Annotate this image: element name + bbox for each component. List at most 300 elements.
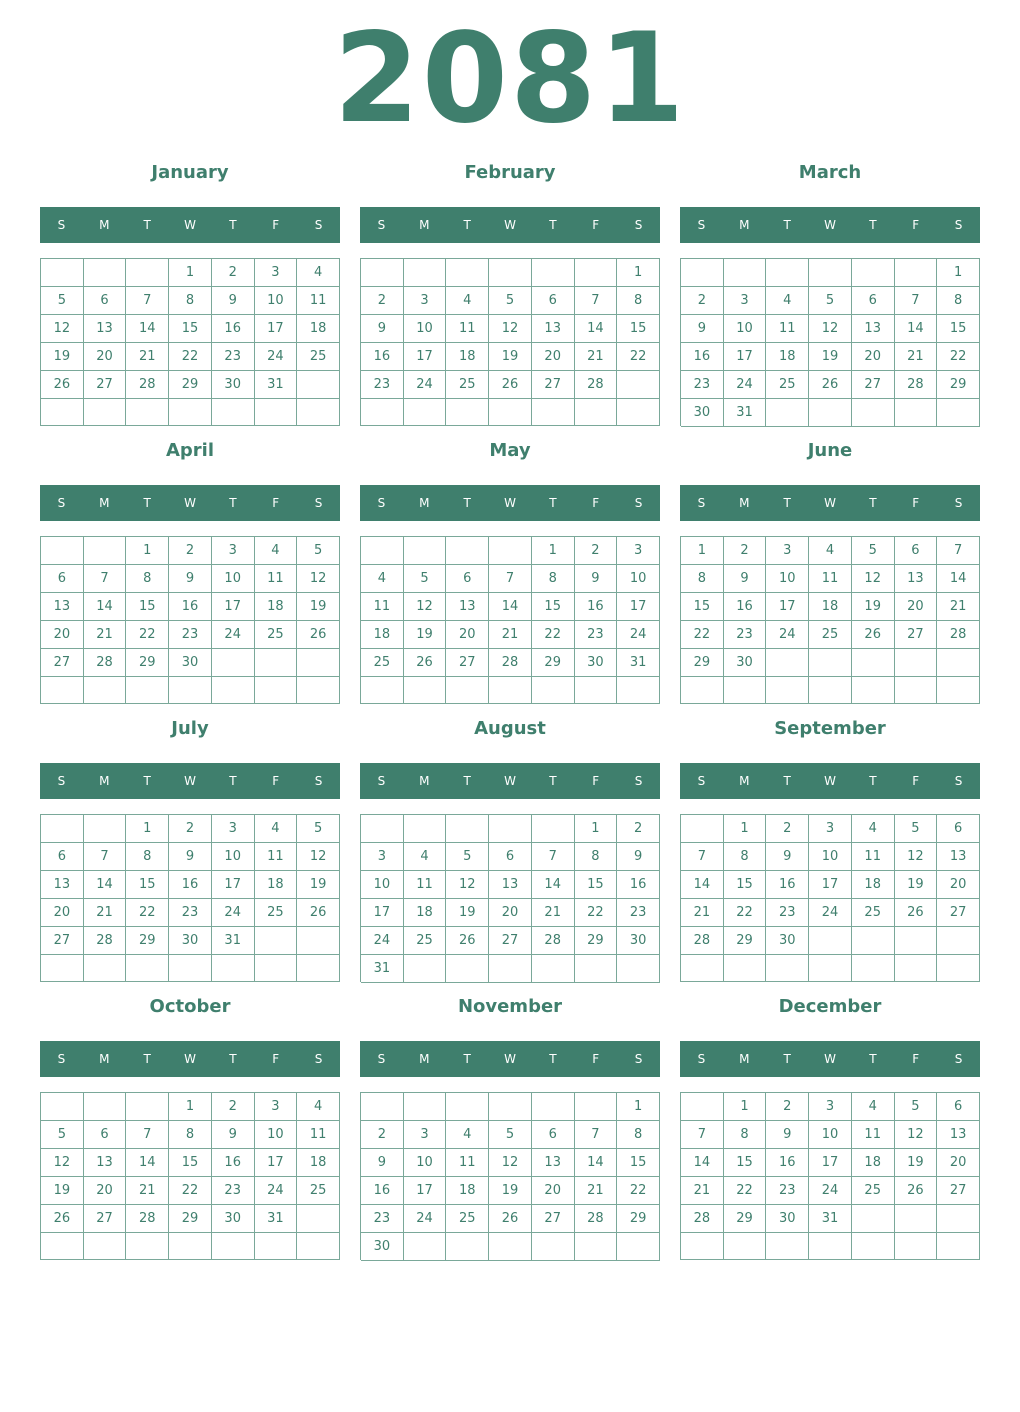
weekday-label: T bbox=[229, 774, 237, 788]
day-cell: 3 bbox=[724, 287, 767, 315]
weekday-label: M bbox=[739, 218, 750, 232]
empty-cell bbox=[852, 955, 895, 982]
day-cell: 3 bbox=[766, 537, 809, 565]
day-cell: 18 bbox=[361, 621, 404, 649]
empty-cell bbox=[766, 399, 809, 427]
empty-cell bbox=[126, 677, 169, 704]
day-cell: 4 bbox=[255, 815, 298, 843]
empty-cell bbox=[681, 815, 724, 843]
day-cell: 21 bbox=[937, 593, 980, 621]
empty-cell bbox=[617, 399, 660, 426]
empty-cell bbox=[895, 1233, 938, 1260]
weekday-label: T bbox=[143, 496, 151, 510]
empty-cell bbox=[809, 399, 852, 427]
day-cell: 5 bbox=[489, 1121, 532, 1149]
empty-cell bbox=[126, 1233, 169, 1260]
empty-cell bbox=[766, 259, 809, 287]
day-cell: 8 bbox=[575, 843, 618, 871]
empty-cell bbox=[41, 815, 84, 843]
empty-cell bbox=[895, 677, 938, 704]
day-cell: 6 bbox=[446, 565, 489, 593]
day-cell: 27 bbox=[84, 371, 127, 399]
empty-cell bbox=[766, 677, 809, 704]
day-cell: 30 bbox=[724, 649, 767, 677]
weekday-header bbox=[680, 207, 980, 243]
day-cell: 23 bbox=[212, 343, 255, 371]
day-cell: 12 bbox=[895, 1121, 938, 1149]
weekday-label: M bbox=[739, 774, 750, 788]
day-cell: 28 bbox=[575, 1205, 618, 1233]
day-cell: 30 bbox=[766, 927, 809, 955]
day-cell: 1 bbox=[169, 1093, 212, 1121]
day-cell: 28 bbox=[575, 371, 618, 399]
weekday-header bbox=[360, 1041, 660, 1077]
day-cell: 13 bbox=[532, 315, 575, 343]
day-cell: 6 bbox=[852, 287, 895, 315]
weekday-label: F bbox=[272, 1052, 280, 1066]
empty-cell bbox=[84, 259, 127, 287]
weekday-label: W bbox=[184, 218, 196, 232]
day-cell: 29 bbox=[937, 371, 980, 399]
weekday-label: S bbox=[954, 774, 963, 788]
empty-cell bbox=[212, 677, 255, 704]
day-cell: 13 bbox=[446, 593, 489, 621]
day-cell: 20 bbox=[84, 343, 127, 371]
day-cell: 11 bbox=[297, 287, 340, 315]
day-cell: 17 bbox=[255, 315, 298, 343]
empty-cell bbox=[895, 1205, 938, 1233]
weekday-label: M bbox=[419, 496, 430, 510]
day-cell: 1 bbox=[575, 815, 618, 843]
weekday-label: S bbox=[314, 1052, 323, 1066]
empty-cell bbox=[446, 1093, 489, 1121]
day-cell: 6 bbox=[532, 287, 575, 315]
day-cell: 25 bbox=[255, 899, 298, 927]
day-cell: 6 bbox=[937, 1093, 980, 1121]
day-cell: 20 bbox=[937, 871, 980, 899]
day-cell: 12 bbox=[489, 315, 532, 343]
day-cell: 1 bbox=[617, 259, 660, 287]
empty-cell bbox=[575, 399, 618, 426]
day-cell: 16 bbox=[617, 871, 660, 899]
weekday-label: F bbox=[912, 774, 920, 788]
day-cell: 3 bbox=[617, 537, 660, 565]
day-cell: 26 bbox=[852, 621, 895, 649]
day-cell: 1 bbox=[532, 537, 575, 565]
day-cell: 19 bbox=[852, 593, 895, 621]
day-cell: 3 bbox=[212, 815, 255, 843]
empty-cell bbox=[361, 399, 404, 426]
day-cell: 18 bbox=[446, 1177, 489, 1205]
day-cell: 12 bbox=[489, 1149, 532, 1177]
empty-cell bbox=[169, 955, 212, 982]
day-cell: 14 bbox=[575, 315, 618, 343]
weekday-label: F bbox=[592, 218, 600, 232]
day-cell: 30 bbox=[212, 371, 255, 399]
day-cell: 16 bbox=[169, 593, 212, 621]
day-cell: 23 bbox=[361, 371, 404, 399]
day-grid bbox=[40, 258, 340, 426]
empty-cell bbox=[617, 677, 660, 704]
empty-cell bbox=[41, 1233, 84, 1260]
day-cell: 29 bbox=[169, 371, 212, 399]
day-cell: 23 bbox=[766, 1177, 809, 1205]
day-cell: 6 bbox=[84, 287, 127, 315]
day-cell: 15 bbox=[724, 1149, 767, 1177]
day-cell: 25 bbox=[404, 927, 447, 955]
weekday-label: W bbox=[504, 496, 516, 510]
empty-cell bbox=[724, 259, 767, 287]
day-cell: 5 bbox=[489, 287, 532, 315]
day-cell: 3 bbox=[361, 843, 404, 871]
day-cell: 28 bbox=[489, 649, 532, 677]
empty-cell bbox=[852, 649, 895, 677]
day-cell: 27 bbox=[937, 899, 980, 927]
month-name: April bbox=[165, 440, 215, 461]
empty-cell bbox=[532, 955, 575, 983]
day-cell: 2 bbox=[361, 287, 404, 315]
empty-cell bbox=[361, 259, 404, 287]
day-cell: 10 bbox=[724, 315, 767, 343]
day-cell: 28 bbox=[126, 371, 169, 399]
day-cell: 9 bbox=[169, 843, 212, 871]
day-cell: 8 bbox=[617, 1121, 660, 1149]
empty-cell bbox=[575, 955, 618, 983]
month-name: July bbox=[171, 718, 209, 739]
empty-cell bbox=[404, 537, 447, 565]
weekday-label: S bbox=[377, 496, 386, 510]
empty-cell bbox=[212, 955, 255, 982]
day-cell: 9 bbox=[766, 843, 809, 871]
day-cell: 21 bbox=[895, 343, 938, 371]
weekday-label: M bbox=[419, 774, 430, 788]
month-name: February bbox=[464, 162, 556, 183]
weekday-header bbox=[40, 207, 340, 243]
day-cell: 6 bbox=[532, 1121, 575, 1149]
day-cell: 13 bbox=[41, 593, 84, 621]
day-cell: 12 bbox=[41, 1149, 84, 1177]
day-cell: 8 bbox=[169, 287, 212, 315]
day-cell: 22 bbox=[575, 899, 618, 927]
day-cell: 21 bbox=[681, 899, 724, 927]
weekday-label: M bbox=[99, 496, 110, 510]
day-cell: 17 bbox=[617, 593, 660, 621]
empty-cell bbox=[255, 649, 298, 677]
day-cell: 14 bbox=[937, 565, 980, 593]
day-cell: 4 bbox=[361, 565, 404, 593]
weekday-header bbox=[360, 485, 660, 521]
day-cell: 4 bbox=[446, 287, 489, 315]
day-cell: 12 bbox=[895, 843, 938, 871]
day-cell: 22 bbox=[617, 343, 660, 371]
weekday-label: M bbox=[99, 1052, 110, 1066]
day-cell: 17 bbox=[212, 871, 255, 899]
day-cell: 5 bbox=[895, 1093, 938, 1121]
weekday-label: W bbox=[824, 218, 836, 232]
weekday-label: T bbox=[143, 1052, 151, 1066]
empty-cell bbox=[41, 1093, 84, 1121]
weekday-label: F bbox=[272, 218, 280, 232]
weekday-label: T bbox=[463, 218, 471, 232]
empty-cell bbox=[404, 815, 447, 843]
day-cell: 3 bbox=[255, 1093, 298, 1121]
empty-cell bbox=[852, 927, 895, 955]
empty-cell bbox=[532, 1093, 575, 1121]
empty-cell bbox=[895, 649, 938, 677]
weekday-label: T bbox=[549, 218, 557, 232]
empty-cell bbox=[404, 399, 447, 426]
day-cell: 2 bbox=[575, 537, 618, 565]
empty-cell bbox=[169, 677, 212, 704]
day-cell: 10 bbox=[255, 1121, 298, 1149]
empty-cell bbox=[297, 371, 340, 399]
day-cell: 1 bbox=[724, 1093, 767, 1121]
day-cell: 14 bbox=[681, 871, 724, 899]
empty-cell bbox=[446, 1233, 489, 1261]
empty-cell bbox=[809, 677, 852, 704]
day-cell: 11 bbox=[404, 871, 447, 899]
empty-cell bbox=[297, 1233, 340, 1260]
day-cell: 25 bbox=[255, 621, 298, 649]
day-cell: 7 bbox=[895, 287, 938, 315]
day-cell: 10 bbox=[404, 315, 447, 343]
day-cell: 13 bbox=[84, 315, 127, 343]
day-grid bbox=[680, 814, 980, 982]
day-cell: 2 bbox=[212, 1093, 255, 1121]
day-cell: 13 bbox=[895, 565, 938, 593]
day-cell: 7 bbox=[937, 537, 980, 565]
day-cell: 12 bbox=[809, 315, 852, 343]
empty-cell bbox=[446, 815, 489, 843]
empty-cell bbox=[937, 399, 980, 427]
day-cell: 30 bbox=[169, 927, 212, 955]
day-cell: 14 bbox=[575, 1149, 618, 1177]
day-cell: 3 bbox=[255, 259, 298, 287]
weekday-label: F bbox=[272, 774, 280, 788]
weekday-label: S bbox=[954, 218, 963, 232]
weekday-label: S bbox=[697, 496, 706, 510]
day-cell: 15 bbox=[937, 315, 980, 343]
day-cell: 11 bbox=[852, 1121, 895, 1149]
empty-cell bbox=[489, 1093, 532, 1121]
day-cell: 31 bbox=[809, 1205, 852, 1233]
day-cell: 27 bbox=[41, 649, 84, 677]
day-cell: 21 bbox=[489, 621, 532, 649]
day-cell: 27 bbox=[489, 927, 532, 955]
day-cell: 5 bbox=[852, 537, 895, 565]
empty-cell bbox=[895, 399, 938, 427]
day-cell: 20 bbox=[489, 899, 532, 927]
day-cell: 4 bbox=[852, 1093, 895, 1121]
empty-cell bbox=[575, 1233, 618, 1261]
day-cell: 9 bbox=[617, 843, 660, 871]
day-cell: 2 bbox=[681, 287, 724, 315]
weekday-label: T bbox=[869, 218, 877, 232]
month-name: August bbox=[474, 718, 546, 739]
empty-cell bbox=[126, 1093, 169, 1121]
day-grid bbox=[680, 536, 980, 704]
day-cell: 26 bbox=[489, 1205, 532, 1233]
day-cell: 8 bbox=[532, 565, 575, 593]
empty-cell bbox=[255, 399, 298, 426]
weekday-label: S bbox=[314, 496, 323, 510]
weekday-label: W bbox=[504, 218, 516, 232]
day-cell: 24 bbox=[212, 621, 255, 649]
empty-cell bbox=[809, 649, 852, 677]
empty-cell bbox=[937, 649, 980, 677]
day-cell: 5 bbox=[895, 815, 938, 843]
empty-cell bbox=[489, 399, 532, 426]
day-cell: 26 bbox=[895, 1177, 938, 1205]
day-cell: 10 bbox=[212, 565, 255, 593]
day-cell: 26 bbox=[404, 649, 447, 677]
empty-cell bbox=[937, 1205, 980, 1233]
day-cell: 1 bbox=[617, 1093, 660, 1121]
day-cell: 7 bbox=[681, 1121, 724, 1149]
day-cell: 22 bbox=[617, 1177, 660, 1205]
day-cell: 11 bbox=[255, 843, 298, 871]
day-cell: 20 bbox=[532, 1177, 575, 1205]
day-cell: 8 bbox=[126, 843, 169, 871]
day-cell: 18 bbox=[255, 593, 298, 621]
empty-cell bbox=[297, 649, 340, 677]
day-cell: 10 bbox=[255, 287, 298, 315]
day-cell: 4 bbox=[297, 259, 340, 287]
weekday-label: T bbox=[143, 774, 151, 788]
month-name: May bbox=[489, 440, 531, 461]
weekday-label: M bbox=[419, 1052, 430, 1066]
day-cell: 8 bbox=[724, 843, 767, 871]
day-cell: 23 bbox=[724, 621, 767, 649]
day-cell: 13 bbox=[852, 315, 895, 343]
weekday-label: F bbox=[912, 1052, 920, 1066]
day-cell: 24 bbox=[404, 371, 447, 399]
day-cell: 15 bbox=[617, 315, 660, 343]
day-cell: 12 bbox=[297, 843, 340, 871]
day-cell: 23 bbox=[361, 1205, 404, 1233]
empty-cell bbox=[84, 1093, 127, 1121]
day-cell: 1 bbox=[169, 259, 212, 287]
day-grid bbox=[680, 1092, 980, 1260]
empty-cell bbox=[895, 955, 938, 982]
empty-cell bbox=[532, 677, 575, 704]
day-cell: 26 bbox=[297, 899, 340, 927]
day-cell: 23 bbox=[169, 899, 212, 927]
weekday-label: T bbox=[463, 774, 471, 788]
day-cell: 26 bbox=[446, 927, 489, 955]
weekday-header bbox=[680, 763, 980, 799]
day-cell: 14 bbox=[895, 315, 938, 343]
weekday-label: T bbox=[549, 496, 557, 510]
day-cell: 5 bbox=[297, 537, 340, 565]
day-cell: 15 bbox=[169, 315, 212, 343]
empty-cell bbox=[255, 927, 298, 955]
day-cell: 29 bbox=[575, 927, 618, 955]
day-cell: 27 bbox=[84, 1205, 127, 1233]
day-cell: 9 bbox=[169, 565, 212, 593]
day-cell: 17 bbox=[255, 1149, 298, 1177]
empty-cell bbox=[361, 815, 404, 843]
day-cell: 25 bbox=[852, 1177, 895, 1205]
weekday-label: S bbox=[377, 1052, 386, 1066]
empty-cell bbox=[766, 1233, 809, 1260]
day-cell: 10 bbox=[809, 843, 852, 871]
day-cell: 12 bbox=[297, 565, 340, 593]
day-cell: 18 bbox=[404, 899, 447, 927]
day-cell: 7 bbox=[681, 843, 724, 871]
weekday-label: S bbox=[57, 496, 66, 510]
day-cell: 3 bbox=[404, 1121, 447, 1149]
weekday-label: S bbox=[697, 774, 706, 788]
day-cell: 14 bbox=[681, 1149, 724, 1177]
empty-cell bbox=[489, 955, 532, 983]
weekday-label: T bbox=[549, 1052, 557, 1066]
empty-cell bbox=[895, 927, 938, 955]
empty-cell bbox=[41, 259, 84, 287]
day-cell: 15 bbox=[575, 871, 618, 899]
empty-cell bbox=[84, 1233, 127, 1260]
day-cell: 15 bbox=[532, 593, 575, 621]
day-cell: 16 bbox=[212, 1149, 255, 1177]
month-name: September bbox=[774, 718, 886, 739]
empty-cell bbox=[809, 927, 852, 955]
empty-cell bbox=[404, 1233, 447, 1261]
weekday-label: W bbox=[824, 496, 836, 510]
day-cell: 25 bbox=[361, 649, 404, 677]
day-cell: 30 bbox=[681, 399, 724, 427]
empty-cell bbox=[404, 677, 447, 704]
weekday-label: M bbox=[739, 1052, 750, 1066]
empty-cell bbox=[852, 399, 895, 427]
day-cell: 18 bbox=[852, 871, 895, 899]
empty-cell bbox=[84, 955, 127, 982]
day-cell: 23 bbox=[575, 621, 618, 649]
empty-cell bbox=[126, 259, 169, 287]
day-cell: 4 bbox=[766, 287, 809, 315]
day-cell: 29 bbox=[681, 649, 724, 677]
day-cell: 15 bbox=[617, 1149, 660, 1177]
weekday-label: T bbox=[549, 774, 557, 788]
day-cell: 23 bbox=[617, 899, 660, 927]
month-name: January bbox=[151, 162, 229, 183]
day-cell: 8 bbox=[617, 287, 660, 315]
day-cell: 6 bbox=[41, 565, 84, 593]
weekday-label: S bbox=[634, 774, 643, 788]
empty-cell bbox=[489, 1233, 532, 1261]
day-cell: 13 bbox=[937, 843, 980, 871]
day-cell: 24 bbox=[361, 927, 404, 955]
empty-cell bbox=[84, 537, 127, 565]
day-cell: 16 bbox=[361, 343, 404, 371]
day-cell: 15 bbox=[724, 871, 767, 899]
empty-cell bbox=[724, 677, 767, 704]
empty-cell bbox=[41, 399, 84, 426]
empty-cell bbox=[617, 955, 660, 983]
day-cell: 6 bbox=[489, 843, 532, 871]
day-cell: 19 bbox=[489, 343, 532, 371]
day-cell: 4 bbox=[404, 843, 447, 871]
weekday-label: S bbox=[57, 1052, 66, 1066]
day-cell: 1 bbox=[126, 537, 169, 565]
day-cell: 20 bbox=[84, 1177, 127, 1205]
empty-cell bbox=[617, 371, 660, 399]
weekday-header bbox=[40, 1041, 340, 1077]
empty-cell bbox=[404, 1093, 447, 1121]
day-cell: 9 bbox=[724, 565, 767, 593]
day-cell: 3 bbox=[809, 815, 852, 843]
empty-cell bbox=[575, 1093, 618, 1121]
empty-cell bbox=[212, 1233, 255, 1260]
